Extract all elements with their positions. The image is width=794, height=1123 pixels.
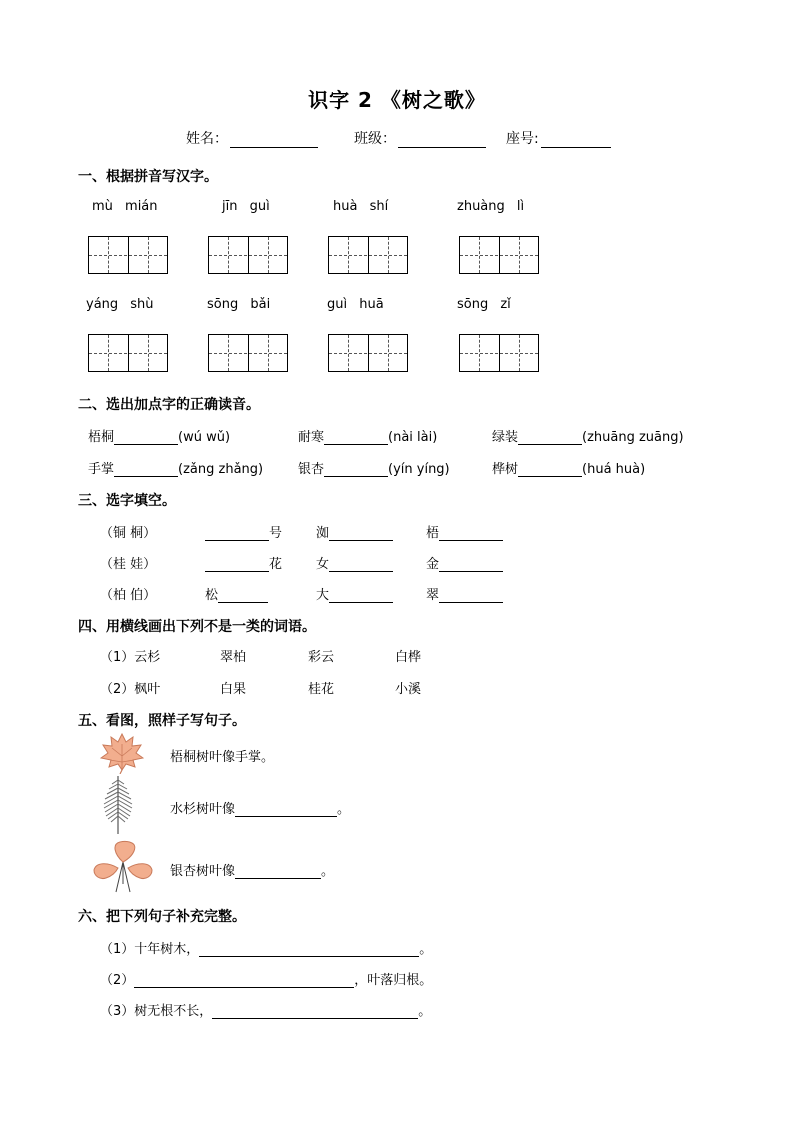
word-item[interactable]: 翠柏 bbox=[220, 650, 247, 665]
writing-grid-1[interactable] bbox=[88, 236, 168, 274]
answer-blank[interactable] bbox=[329, 527, 393, 541]
writing-grid-4[interactable] bbox=[459, 236, 539, 274]
answer-blank[interactable] bbox=[324, 463, 388, 477]
answer-blank[interactable] bbox=[439, 589, 503, 603]
pinyin-6: sōng bǎi bbox=[207, 297, 271, 312]
answer-blank[interactable] bbox=[199, 943, 419, 957]
fill-char: 翠 bbox=[426, 588, 440, 603]
name-field bbox=[186, 128, 318, 148]
fill-item bbox=[426, 584, 503, 603]
reading-options: (yín yíng) bbox=[388, 462, 450, 477]
line-end: 。 bbox=[419, 942, 433, 957]
pinyin-2: jīn guì bbox=[222, 199, 270, 214]
section-4-heading: 四、用横线画出下列不是一类的词语。 bbox=[78, 619, 316, 635]
pinyin-7: guì huā bbox=[327, 297, 384, 312]
class-label: 班级： bbox=[354, 131, 396, 147]
fill-char: 金 bbox=[426, 557, 440, 572]
word-item[interactable]: （1）云杉 bbox=[100, 650, 161, 665]
reading-word: 银杏 bbox=[298, 462, 325, 477]
answer-blank[interactable] bbox=[439, 527, 503, 541]
page-title: 识字 2 《树之歌》 bbox=[308, 88, 486, 112]
reading-item-2 bbox=[298, 426, 437, 445]
section-6-heading: 六、把下列句子补充完整。 bbox=[78, 909, 246, 925]
reading-options: (zǎng zhǎng) bbox=[178, 462, 264, 477]
line-prefix: （2） bbox=[100, 973, 135, 988]
word-item[interactable]: 白果 bbox=[220, 682, 247, 697]
seat-label: 座号: bbox=[506, 131, 539, 147]
reading-word: 绿装 bbox=[492, 430, 519, 445]
answer-blank[interactable] bbox=[218, 589, 268, 603]
fill-char: 女 bbox=[316, 557, 330, 572]
reading-options: (wú wǔ) bbox=[178, 430, 231, 445]
word-item[interactable]: （2）枫叶 bbox=[100, 682, 161, 697]
choice-pair-1: （铜 桐） bbox=[100, 526, 157, 541]
fill-char: 花 bbox=[269, 557, 283, 572]
pinyin-5: yáng shù bbox=[86, 297, 154, 312]
example-sentence: 梧桐树叶像手掌。 bbox=[170, 750, 275, 765]
sentence-end: 。 bbox=[337, 802, 351, 817]
writing-grid-3[interactable] bbox=[328, 236, 408, 274]
answer-blank[interactable] bbox=[518, 463, 582, 477]
reading-word: 手掌 bbox=[88, 462, 115, 477]
answer-blank[interactable] bbox=[114, 463, 178, 477]
complete-line-1 bbox=[100, 938, 432, 957]
fill-item bbox=[316, 553, 393, 572]
fill-item bbox=[205, 553, 282, 572]
reading-item-3 bbox=[492, 426, 684, 445]
answer-blank[interactable] bbox=[439, 558, 503, 572]
line-prefix: （3）树无根不长， bbox=[100, 1004, 213, 1019]
sentence-prefix: 银杏树叶像 bbox=[170, 864, 236, 879]
line-end: 。 bbox=[418, 1004, 432, 1019]
reading-item-5 bbox=[298, 458, 450, 477]
reading-word: 桦树 bbox=[492, 462, 519, 477]
sentence-end: 。 bbox=[321, 864, 335, 879]
sentence-2 bbox=[170, 860, 334, 879]
answer-blank[interactable] bbox=[134, 974, 354, 988]
section-3-heading: 三、选字填空。 bbox=[78, 493, 176, 509]
fill-item bbox=[426, 522, 503, 541]
fill-item bbox=[426, 553, 503, 572]
fill-char: 号 bbox=[269, 526, 283, 541]
writing-grid-8[interactable] bbox=[459, 334, 539, 372]
name-label: 姓名： bbox=[186, 131, 228, 147]
reading-item-6 bbox=[492, 458, 645, 477]
reading-item-4 bbox=[88, 458, 263, 477]
reading-word: 耐寒 bbox=[298, 430, 325, 445]
answer-blank[interactable] bbox=[329, 589, 393, 603]
fill-char: 梧 bbox=[426, 526, 440, 541]
class-input-line[interactable] bbox=[398, 133, 486, 148]
reading-word: 梧桐 bbox=[88, 430, 115, 445]
answer-blank[interactable] bbox=[114, 431, 178, 445]
answer-blank[interactable] bbox=[235, 803, 337, 817]
word-item[interactable]: 白桦 bbox=[395, 650, 422, 665]
line-suffix: ，叶落归根。 bbox=[354, 973, 433, 988]
answer-blank[interactable] bbox=[212, 1005, 418, 1019]
section-5-heading: 五、看图，照样子写句子。 bbox=[78, 713, 246, 729]
section-2-heading: 二、选出加点字的正确读音。 bbox=[78, 397, 260, 413]
writing-grid-5[interactable] bbox=[88, 334, 168, 372]
reading-options: (nài lài) bbox=[388, 430, 438, 445]
answer-blank[interactable] bbox=[324, 431, 388, 445]
seat-field bbox=[506, 128, 611, 148]
fill-item bbox=[316, 584, 393, 603]
fill-item bbox=[205, 522, 282, 541]
pinyin-3: huà shí bbox=[333, 199, 389, 214]
fill-char: 松 bbox=[205, 588, 219, 603]
pinyin-4: zhuàng lì bbox=[457, 199, 525, 214]
name-input-line[interactable] bbox=[230, 133, 318, 148]
answer-blank[interactable] bbox=[329, 558, 393, 572]
word-item[interactable]: 彩云 bbox=[308, 650, 335, 665]
section-1-heading: 一、根据拼音写汉字。 bbox=[78, 169, 218, 185]
answer-blank[interactable] bbox=[205, 558, 269, 572]
word-item[interactable]: 小溪 bbox=[395, 682, 422, 697]
ginkgo-leaf-icon bbox=[92, 840, 154, 894]
line-prefix: （1）十年树木， bbox=[100, 942, 200, 957]
pinyin-8: sōng zǐ bbox=[457, 297, 511, 312]
choice-pair-2: （桂 娃） bbox=[100, 557, 157, 572]
fill-char: 大 bbox=[316, 588, 330, 603]
wutong-leaf-icon bbox=[100, 732, 144, 774]
seat-input-line[interactable] bbox=[541, 133, 611, 148]
choice-pair-3: （柏 伯） bbox=[100, 588, 157, 603]
complete-line-2 bbox=[100, 969, 432, 988]
sentence-1 bbox=[170, 798, 350, 817]
reading-options: (zhuāng zuāng) bbox=[582, 430, 684, 445]
word-item[interactable]: 桂花 bbox=[308, 682, 335, 697]
sentence-prefix: 水杉树叶像 bbox=[170, 802, 236, 817]
answer-blank[interactable] bbox=[205, 527, 269, 541]
answer-blank[interactable] bbox=[235, 865, 321, 879]
pinyin-1: mù mián bbox=[92, 199, 158, 214]
writing-grid-2[interactable] bbox=[208, 236, 288, 274]
reading-item-1 bbox=[88, 426, 230, 445]
metasequoia-branch-icon bbox=[100, 774, 136, 836]
writing-grid-7[interactable] bbox=[328, 334, 408, 372]
class-field bbox=[354, 128, 486, 148]
fill-item bbox=[316, 522, 393, 541]
complete-line-3 bbox=[100, 1000, 431, 1019]
fill-item bbox=[205, 584, 268, 603]
writing-grid-6[interactable] bbox=[208, 334, 288, 372]
answer-blank[interactable] bbox=[518, 431, 582, 445]
fill-char: 洳 bbox=[316, 526, 330, 541]
reading-options: (huá huà) bbox=[582, 462, 646, 477]
